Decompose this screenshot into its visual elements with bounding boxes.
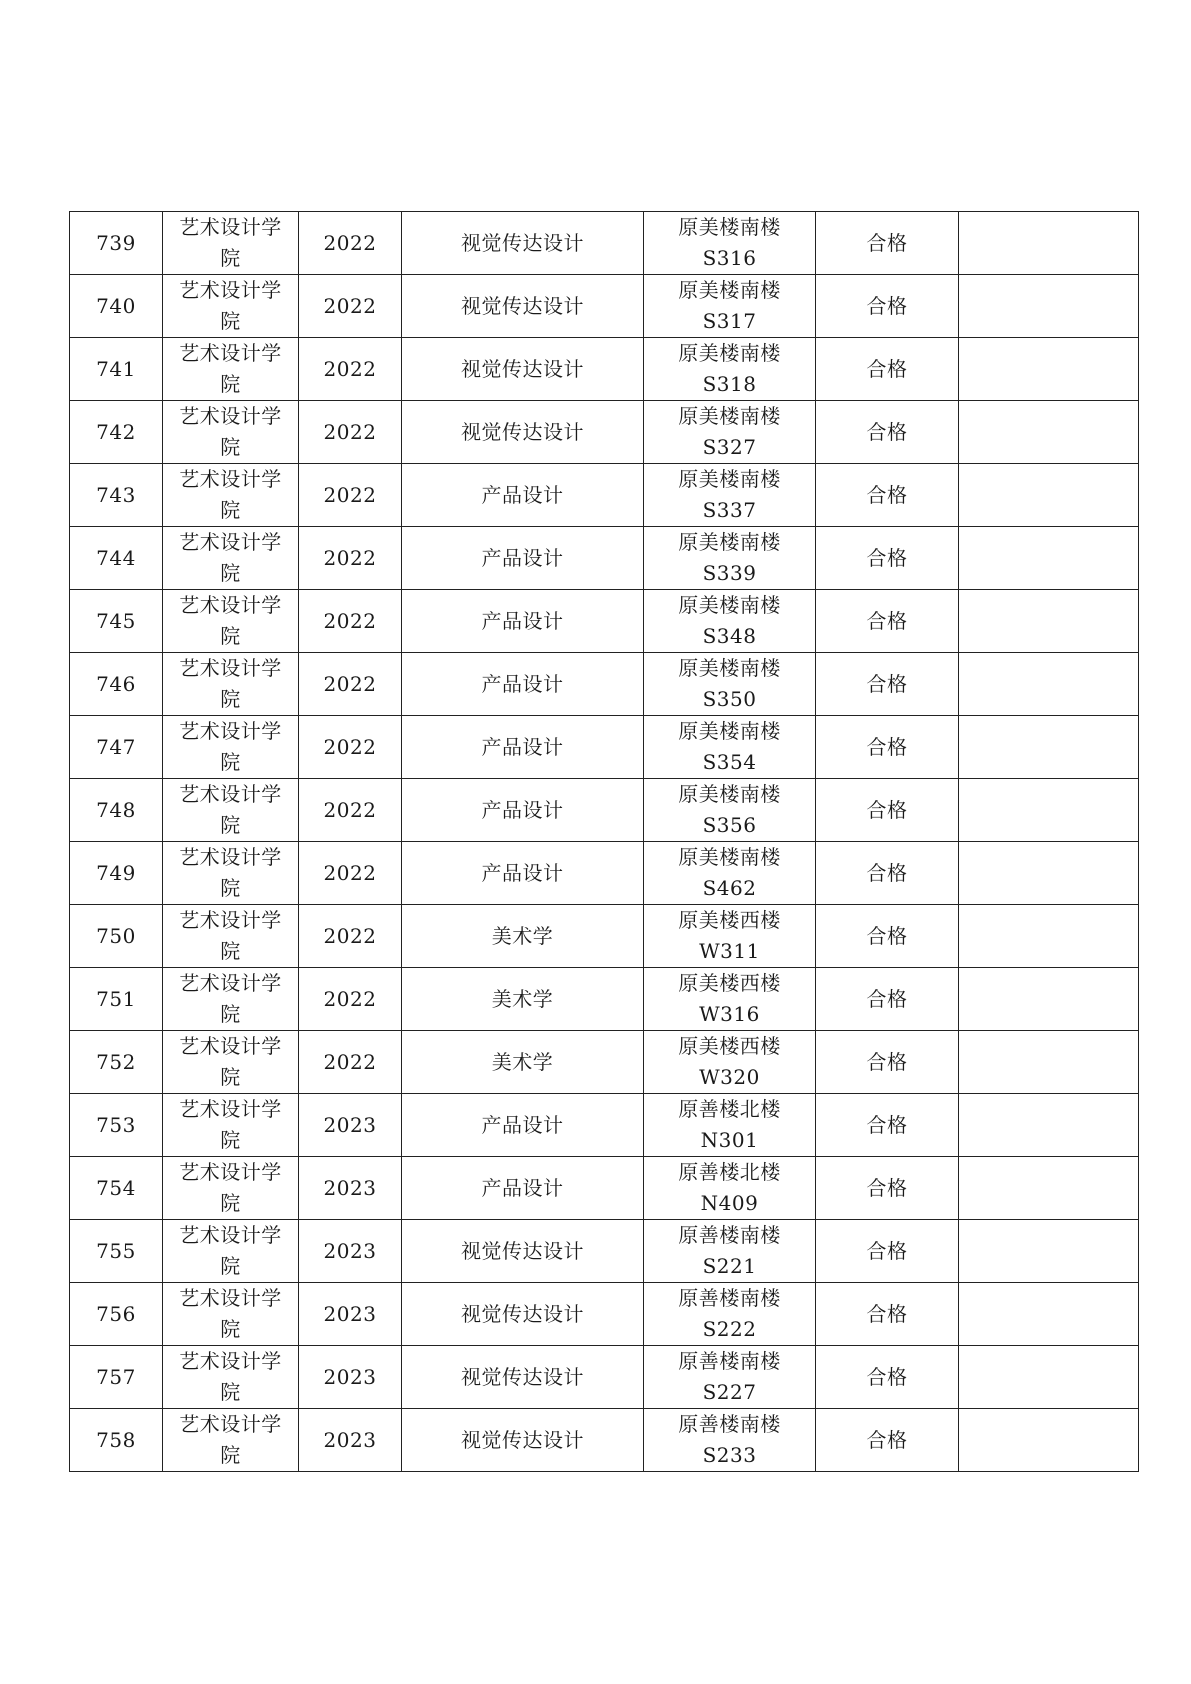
- room-number: S317: [702, 309, 757, 333]
- cell-number: 754: [70, 1157, 163, 1220]
- cell-year: 2023: [299, 1157, 402, 1220]
- cell-number: 751: [70, 968, 163, 1031]
- cell-college: [163, 905, 299, 968]
- room-building: 原美楼南楼: [678, 593, 781, 617]
- cell-room: [644, 590, 816, 653]
- cell-year: 2022: [299, 401, 402, 464]
- cell-result: 合格: [816, 779, 959, 842]
- table-row: [70, 779, 1139, 842]
- cell-year: 2022: [299, 1031, 402, 1094]
- cell-room: [644, 779, 816, 842]
- cell-year: 2022: [299, 653, 402, 716]
- cell-number: 757: [70, 1346, 163, 1409]
- table-row: [70, 653, 1139, 716]
- cell-major: 视觉传达设计: [402, 338, 644, 401]
- cell-room: [644, 527, 816, 590]
- college-line-1: 艺术设计学: [179, 845, 282, 869]
- cell-room: [644, 1094, 816, 1157]
- college-line-1: 艺术设计学: [179, 530, 282, 554]
- cell-college: [163, 842, 299, 905]
- college-line-2: 院: [220, 1065, 241, 1089]
- college-line-2: 院: [220, 246, 241, 270]
- table-row: [70, 1283, 1139, 1346]
- room-number: S354: [702, 750, 757, 774]
- room-building: 原美楼南楼: [678, 278, 781, 302]
- cell-room: [644, 905, 816, 968]
- cell-result: 合格: [816, 212, 959, 275]
- table-row: [70, 1031, 1139, 1094]
- cell-result: 合格: [816, 590, 959, 653]
- cell-major: 美术学: [402, 905, 644, 968]
- cell-number: 752: [70, 1031, 163, 1094]
- college-line-2: 院: [220, 1254, 241, 1278]
- cell-room: [644, 653, 816, 716]
- room-building: 原美楼南楼: [678, 341, 781, 365]
- cell-result: 合格: [816, 338, 959, 401]
- room-number: S227: [702, 1380, 757, 1404]
- table-row: [70, 1220, 1139, 1283]
- college-line-1: 艺术设计学: [179, 1097, 282, 1121]
- cell-number: 745: [70, 590, 163, 653]
- room-number: N301: [700, 1128, 759, 1152]
- cell-note: [959, 1094, 1139, 1157]
- college-line-2: 院: [220, 1380, 241, 1404]
- cell-number: 742: [70, 401, 163, 464]
- cell-year: 2023: [299, 1409, 402, 1472]
- cell-year: 2022: [299, 716, 402, 779]
- table-row: [70, 1409, 1139, 1472]
- cell-major: 视觉传达设计: [402, 401, 644, 464]
- room-number: W311: [699, 939, 760, 963]
- cell-year: 2022: [299, 212, 402, 275]
- cell-number: 750: [70, 905, 163, 968]
- cell-major: 产品设计: [402, 527, 644, 590]
- college-line-2: 院: [220, 1002, 241, 1026]
- cell-number: 755: [70, 1220, 163, 1283]
- cell-college: [163, 779, 299, 842]
- room-building: 原美楼南楼: [678, 656, 781, 680]
- room-building: 原善楼北楼: [678, 1160, 781, 1184]
- cell-college: [163, 1409, 299, 1472]
- college-line-1: 艺术设计学: [179, 1034, 282, 1058]
- room-number: W320: [699, 1065, 760, 1089]
- cell-note: [959, 905, 1139, 968]
- room-building: 原美楼西楼: [678, 1034, 781, 1058]
- college-line-1: 艺术设计学: [179, 278, 282, 302]
- cell-college: [163, 338, 299, 401]
- cell-major: 产品设计: [402, 1157, 644, 1220]
- cell-note: [959, 779, 1139, 842]
- cell-college: [163, 590, 299, 653]
- college-line-2: 院: [220, 687, 241, 711]
- cell-note: [959, 716, 1139, 779]
- room-number: S350: [702, 687, 757, 711]
- room-number: S356: [702, 813, 757, 837]
- cell-number: 749: [70, 842, 163, 905]
- cell-room: [644, 464, 816, 527]
- cell-result: 合格: [816, 968, 959, 1031]
- table-row: [70, 1094, 1139, 1157]
- college-line-2: 院: [220, 1128, 241, 1152]
- table-row: [70, 716, 1139, 779]
- cell-room: [644, 401, 816, 464]
- room-number: S318: [702, 372, 757, 396]
- cell-year: 2023: [299, 1094, 402, 1157]
- cell-room: [644, 1346, 816, 1409]
- college-line-1: 艺术设计学: [179, 467, 282, 491]
- cell-college: [163, 527, 299, 590]
- college-line-1: 艺术设计学: [179, 1412, 282, 1436]
- room-number: S462: [702, 876, 757, 900]
- cell-note: [959, 1283, 1139, 1346]
- cell-number: 741: [70, 338, 163, 401]
- cell-major: 产品设计: [402, 653, 644, 716]
- cell-note: [959, 1220, 1139, 1283]
- college-line-1: 艺术设计学: [179, 908, 282, 932]
- room-building: 原美楼南楼: [678, 782, 781, 806]
- room-number: S337: [702, 498, 757, 522]
- room-building: 原美楼南楼: [678, 719, 781, 743]
- cell-number: 747: [70, 716, 163, 779]
- cell-major: 产品设计: [402, 590, 644, 653]
- cell-college: [163, 1283, 299, 1346]
- cell-result: 合格: [816, 401, 959, 464]
- cell-number: 756: [70, 1283, 163, 1346]
- cell-college: [163, 1031, 299, 1094]
- cell-college: [163, 653, 299, 716]
- cell-year: 2023: [299, 1283, 402, 1346]
- room-building: 原美楼西楼: [678, 908, 781, 932]
- cell-room: [644, 716, 816, 779]
- room-building: 原善楼南楼: [678, 1286, 781, 1310]
- college-line-1: 艺术设计学: [179, 1286, 282, 1310]
- cell-room: [644, 968, 816, 1031]
- college-line-2: 院: [220, 939, 241, 963]
- college-line-1: 艺术设计学: [179, 971, 282, 995]
- cell-result: 合格: [816, 842, 959, 905]
- cell-number: 748: [70, 779, 163, 842]
- cell-note: [959, 1031, 1139, 1094]
- table-row: [70, 1157, 1139, 1220]
- room-number: W316: [699, 1002, 760, 1026]
- room-building: 原美楼南楼: [678, 215, 781, 239]
- cell-result: 合格: [816, 1283, 959, 1346]
- room-number: S327: [702, 435, 757, 459]
- college-line-1: 艺术设计学: [179, 1223, 282, 1247]
- room-building: 原美楼南楼: [678, 530, 781, 554]
- cell-year: 2022: [299, 527, 402, 590]
- cell-college: [163, 401, 299, 464]
- college-line-1: 艺术设计学: [179, 1349, 282, 1373]
- college-line-2: 院: [220, 624, 241, 648]
- cell-number: 753: [70, 1094, 163, 1157]
- cell-note: [959, 527, 1139, 590]
- cell-result: 合格: [816, 1094, 959, 1157]
- cell-college: [163, 1094, 299, 1157]
- cell-note: [959, 401, 1139, 464]
- room-number: S222: [702, 1317, 757, 1341]
- cell-year: 2022: [299, 968, 402, 1031]
- room-building: 原善楼南楼: [678, 1349, 781, 1373]
- cell-number: 739: [70, 212, 163, 275]
- table-row: [70, 527, 1139, 590]
- cell-college: [163, 716, 299, 779]
- cell-number: 758: [70, 1409, 163, 1472]
- cell-major: 视觉传达设计: [402, 1346, 644, 1409]
- cell-room: [644, 1283, 816, 1346]
- college-line-2: 院: [220, 1191, 241, 1215]
- cell-number: 744: [70, 527, 163, 590]
- cell-note: [959, 212, 1139, 275]
- cell-number: 740: [70, 275, 163, 338]
- cell-result: 合格: [816, 1346, 959, 1409]
- cell-year: 2022: [299, 464, 402, 527]
- college-line-2: 院: [220, 1443, 241, 1467]
- table-body: [70, 212, 1139, 1472]
- cell-note: [959, 275, 1139, 338]
- college-line-2: 院: [220, 750, 241, 774]
- cell-room: [644, 1031, 816, 1094]
- cell-number: 743: [70, 464, 163, 527]
- room-number: S316: [702, 246, 757, 270]
- cell-year: 2022: [299, 779, 402, 842]
- room-building: 原美楼西楼: [678, 971, 781, 995]
- college-line-1: 艺术设计学: [179, 719, 282, 743]
- college-line-1: 艺术设计学: [179, 404, 282, 428]
- cell-result: 合格: [816, 464, 959, 527]
- cell-room: [644, 1409, 816, 1472]
- cell-result: 合格: [816, 653, 959, 716]
- college-line-1: 艺术设计学: [179, 1160, 282, 1184]
- room-building: 原美楼南楼: [678, 404, 781, 428]
- room-building: 原善楼南楼: [678, 1223, 781, 1247]
- cell-college: [163, 968, 299, 1031]
- cell-college: [163, 275, 299, 338]
- cell-college: [163, 1220, 299, 1283]
- cell-year: 2023: [299, 1346, 402, 1409]
- cell-note: [959, 1157, 1139, 1220]
- room-building: 原善楼北楼: [678, 1097, 781, 1121]
- cell-room: [644, 338, 816, 401]
- cell-note: [959, 1346, 1139, 1409]
- room-number: S348: [702, 624, 757, 648]
- table-row: [70, 590, 1139, 653]
- cell-college: [163, 464, 299, 527]
- college-line-2: 院: [220, 561, 241, 585]
- cell-note: [959, 653, 1139, 716]
- cell-major: 美术学: [402, 1031, 644, 1094]
- cell-major: 视觉传达设计: [402, 1409, 644, 1472]
- cell-result: 合格: [816, 527, 959, 590]
- cell-result: 合格: [816, 905, 959, 968]
- cell-year: 2023: [299, 1220, 402, 1283]
- cell-year: 2022: [299, 338, 402, 401]
- college-line-1: 艺术设计学: [179, 593, 282, 617]
- cell-result: 合格: [816, 275, 959, 338]
- cell-year: 2022: [299, 842, 402, 905]
- college-line-1: 艺术设计学: [179, 215, 282, 239]
- college-line-2: 院: [220, 1317, 241, 1341]
- cell-room: [644, 1157, 816, 1220]
- table-row: [70, 1346, 1139, 1409]
- cell-major: 产品设计: [402, 779, 644, 842]
- table-row: [70, 338, 1139, 401]
- cell-result: 合格: [816, 1409, 959, 1472]
- table-row: [70, 275, 1139, 338]
- table-row: [70, 401, 1139, 464]
- room-number: S233: [702, 1443, 757, 1467]
- cell-number: 746: [70, 653, 163, 716]
- cell-result: 合格: [816, 716, 959, 779]
- college-line-1: 艺术设计学: [179, 782, 282, 806]
- cell-result: 合格: [816, 1157, 959, 1220]
- college-line-2: 院: [220, 498, 241, 522]
- cell-major: 产品设计: [402, 464, 644, 527]
- cell-major: 美术学: [402, 968, 644, 1031]
- room-number: N409: [700, 1191, 759, 1215]
- cell-note: [959, 968, 1139, 1031]
- table-row: [70, 905, 1139, 968]
- college-line-2: 院: [220, 309, 241, 333]
- table-row: [70, 464, 1139, 527]
- cell-note: [959, 590, 1139, 653]
- cell-college: [163, 212, 299, 275]
- cell-major: 视觉传达设计: [402, 275, 644, 338]
- cell-college: [163, 1346, 299, 1409]
- college-line-1: 艺术设计学: [179, 341, 282, 365]
- room-number: S339: [702, 561, 757, 585]
- college-line-2: 院: [220, 813, 241, 837]
- room-building: 原善楼南楼: [678, 1412, 781, 1436]
- college-line-2: 院: [220, 876, 241, 900]
- cell-major: 视觉传达设计: [402, 212, 644, 275]
- college-line-2: 院: [220, 435, 241, 459]
- cell-major: 视觉传达设计: [402, 1283, 644, 1346]
- room-building: 原美楼南楼: [678, 845, 781, 869]
- cell-college: [163, 1157, 299, 1220]
- cell-result: 合格: [816, 1031, 959, 1094]
- cell-major: 产品设计: [402, 716, 644, 779]
- room-building: 原美楼南楼: [678, 467, 781, 491]
- cell-year: 2022: [299, 590, 402, 653]
- cell-result: 合格: [816, 1220, 959, 1283]
- cell-note: [959, 842, 1139, 905]
- records-table: [69, 211, 1139, 1472]
- table-row: [70, 212, 1139, 275]
- cell-note: [959, 1409, 1139, 1472]
- table-row: [70, 968, 1139, 1031]
- cell-note: [959, 464, 1139, 527]
- cell-room: [644, 842, 816, 905]
- cell-major: 产品设计: [402, 842, 644, 905]
- cell-room: [644, 275, 816, 338]
- cell-room: [644, 212, 816, 275]
- cell-major: 视觉传达设计: [402, 1220, 644, 1283]
- college-line-1: 艺术设计学: [179, 656, 282, 680]
- table-row: [70, 842, 1139, 905]
- cell-room: [644, 1220, 816, 1283]
- cell-year: 2022: [299, 905, 402, 968]
- cell-year: 2022: [299, 275, 402, 338]
- cell-major: 产品设计: [402, 1094, 644, 1157]
- cell-note: [959, 338, 1139, 401]
- room-number: S221: [702, 1254, 757, 1278]
- college-line-2: 院: [220, 372, 241, 396]
